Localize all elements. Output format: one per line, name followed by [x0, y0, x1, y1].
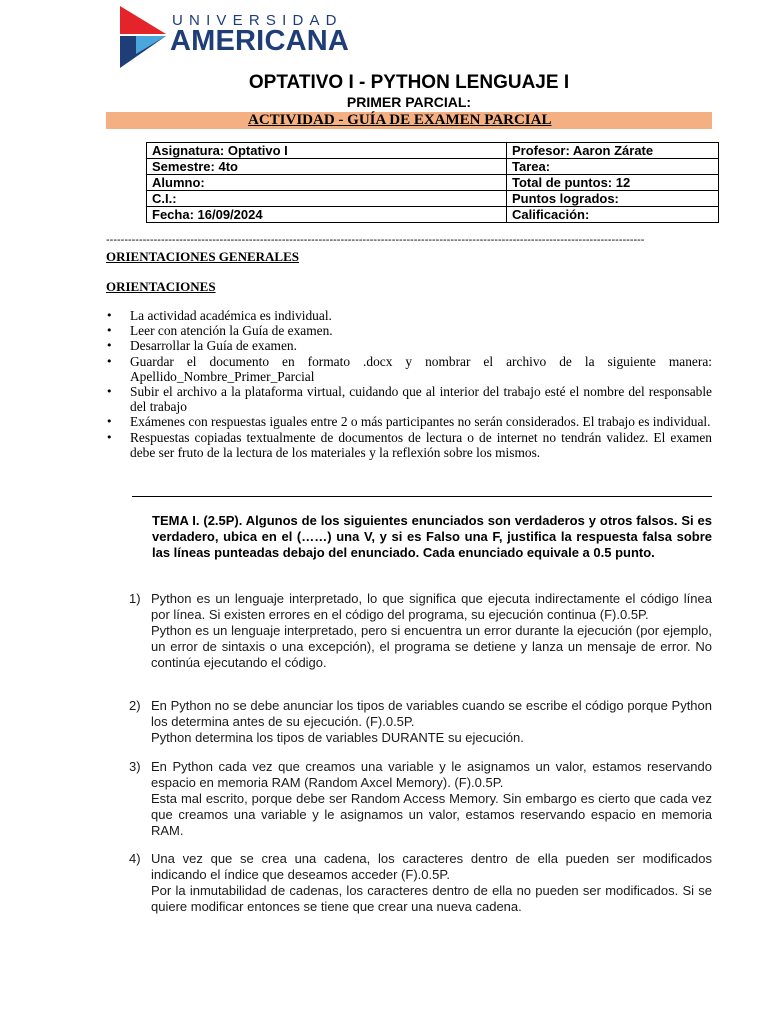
- guidelines-list: [106, 308, 712, 460]
- activity-title: ACTIVIDAD - GUÍA DE EXAMEN PARCIAL: [248, 112, 552, 128]
- question-answer: Python determina los tipos de variables DURANTE su ejecución.: [151, 730, 524, 745]
- info-cell: Semestre: 4to: [147, 159, 507, 175]
- university-logo: [118, 6, 378, 68]
- guidelines-heading: ORIENTACIONES: [106, 279, 216, 294]
- info-cell: C.I.:: [147, 191, 507, 207]
- question-answer: Esta mal escrito, porque debe ser Random Access Memory. Sin embargo es cierto que cada vez que creamos una variable y le asignamos un valor, estamos reservando espacio en memoria RAM.: [151, 791, 712, 838]
- question-statement: En Python cada vez que creamos una variable y le asignamos un valor, estamos reservando espacio en memoria RAM (Random Axcel Memory). (F).0.5P.: [151, 759, 712, 790]
- info-cell: Asignatura: Optativo I: [147, 143, 507, 159]
- question-3: [129, 759, 712, 839]
- info-cell: Puntos logrados:: [507, 191, 719, 207]
- info-cell: Calificación:: [507, 207, 719, 223]
- info-cell: Tarea:: [507, 159, 719, 175]
- guideline-item: • Respuestas copiadas textualmente de documentos de lectura o de internet no tendrán validez. El examen debe ser fruto de la lectura de los materiales y la reflexión sobre los mismos.: [106, 430, 712, 460]
- question-1: [129, 591, 712, 671]
- question-answer: Python es un lenguaje interpretado, pero si encuentra un error durante la ejecución (por ejemplo, un error de sintaxis o una excepción), el programa se detiene y lanza un mensaje de error. No continúa ejecutando el código.: [151, 623, 712, 670]
- question-answer: Por la inmutabilidad de cadenas, los caracteres dentro de ella no pueden ser modificados. Si se quiere modificar entonces se tiene que crear una nueva cadena.: [151, 883, 712, 914]
- guideline-item: • Guardar el documento en formato .docx y nombrar el archivo de la siguiente manera: Apellido_Nombre_Primer_Parcial: [106, 354, 712, 384]
- logo-mark-icon: [118, 6, 168, 68]
- logo-main-text: AMERICANA: [170, 25, 350, 57]
- guideline-item: • Desarrollar la Guía de examen.: [106, 338, 712, 353]
- question-4: [129, 851, 712, 915]
- info-cell: Profesor: Aaron Zárate: [507, 143, 719, 159]
- info-row: [147, 143, 719, 159]
- question-statement: Una vez que se crea una cadena, los caracteres dentro de ella pueden ser modificados indicando el índice que deseamos acceder (F).0.5P.: [151, 851, 712, 882]
- question-number: 2): [129, 698, 141, 713]
- tema-instructions: TEMA I. (2.5P). Algunos de los siguientes enunciados son verdaderos y otros falsos. Si es verdadero, ubica en el (……) una V, y si es Falso una F, justifica la respuesta falsa sobre las líneas punteadas debajo del enunciado. Cada enunciado equivale a 0.5 punto.: [152, 513, 712, 560]
- question-statement: En Python no se debe anunciar los tipos de variables cuando se escribe el código porque Python los determina antes de su ejecución. (F).0.5P.: [151, 698, 712, 729]
- horizontal-rule: [132, 496, 712, 497]
- question-number: 1): [129, 591, 141, 606]
- question-number: 3): [129, 759, 141, 774]
- question-number: 4): [129, 851, 141, 866]
- activity-banner: [106, 112, 712, 129]
- info-row: [147, 159, 719, 175]
- guideline-item: • La actividad académica es individual.: [106, 308, 712, 323]
- info-cell: Fecha: 16/09/2024: [147, 207, 507, 223]
- info-row: [147, 175, 719, 191]
- guideline-item: • Exámenes con respuestas iguales entre 2 o más participantes no serán considerados. El trabajo es individual.: [106, 414, 712, 429]
- guideline-item: • Leer con atención la Guía de examen.: [106, 323, 712, 338]
- info-cell: Alumno:: [147, 175, 507, 191]
- general-guidelines-heading: ORIENTACIONES GENERALES: [106, 249, 300, 264]
- question-statement: Python es un lenguaje interpretado, lo que significa que ejecuta indirectamente el código línea por línea. Si existen errores en el código del programa, su ejecución continua (F).0.5P.: [151, 591, 712, 622]
- info-row: [147, 207, 719, 223]
- document-subtitle: PRIMER PARCIAL:: [346, 94, 472, 110]
- info-cell: Total de puntos: 12: [507, 175, 719, 191]
- info-row: [147, 191, 719, 207]
- guideline-item: • Subir el archivo a la plataforma virtual, cuidando que al interior del trabajo esté el nombre del responsable del trabajo: [106, 384, 712, 414]
- student-info-table: [146, 142, 719, 223]
- question-2: [129, 698, 712, 746]
- document-title: OPTATIVO I - PYTHON LENGUAJE I: [248, 72, 570, 93]
- logo-top-text: UNIVERSIDAD: [172, 12, 343, 29]
- separator-line: ---------------------------------------------------------------------------------------------------------------------------------------------------: [106, 234, 645, 246]
